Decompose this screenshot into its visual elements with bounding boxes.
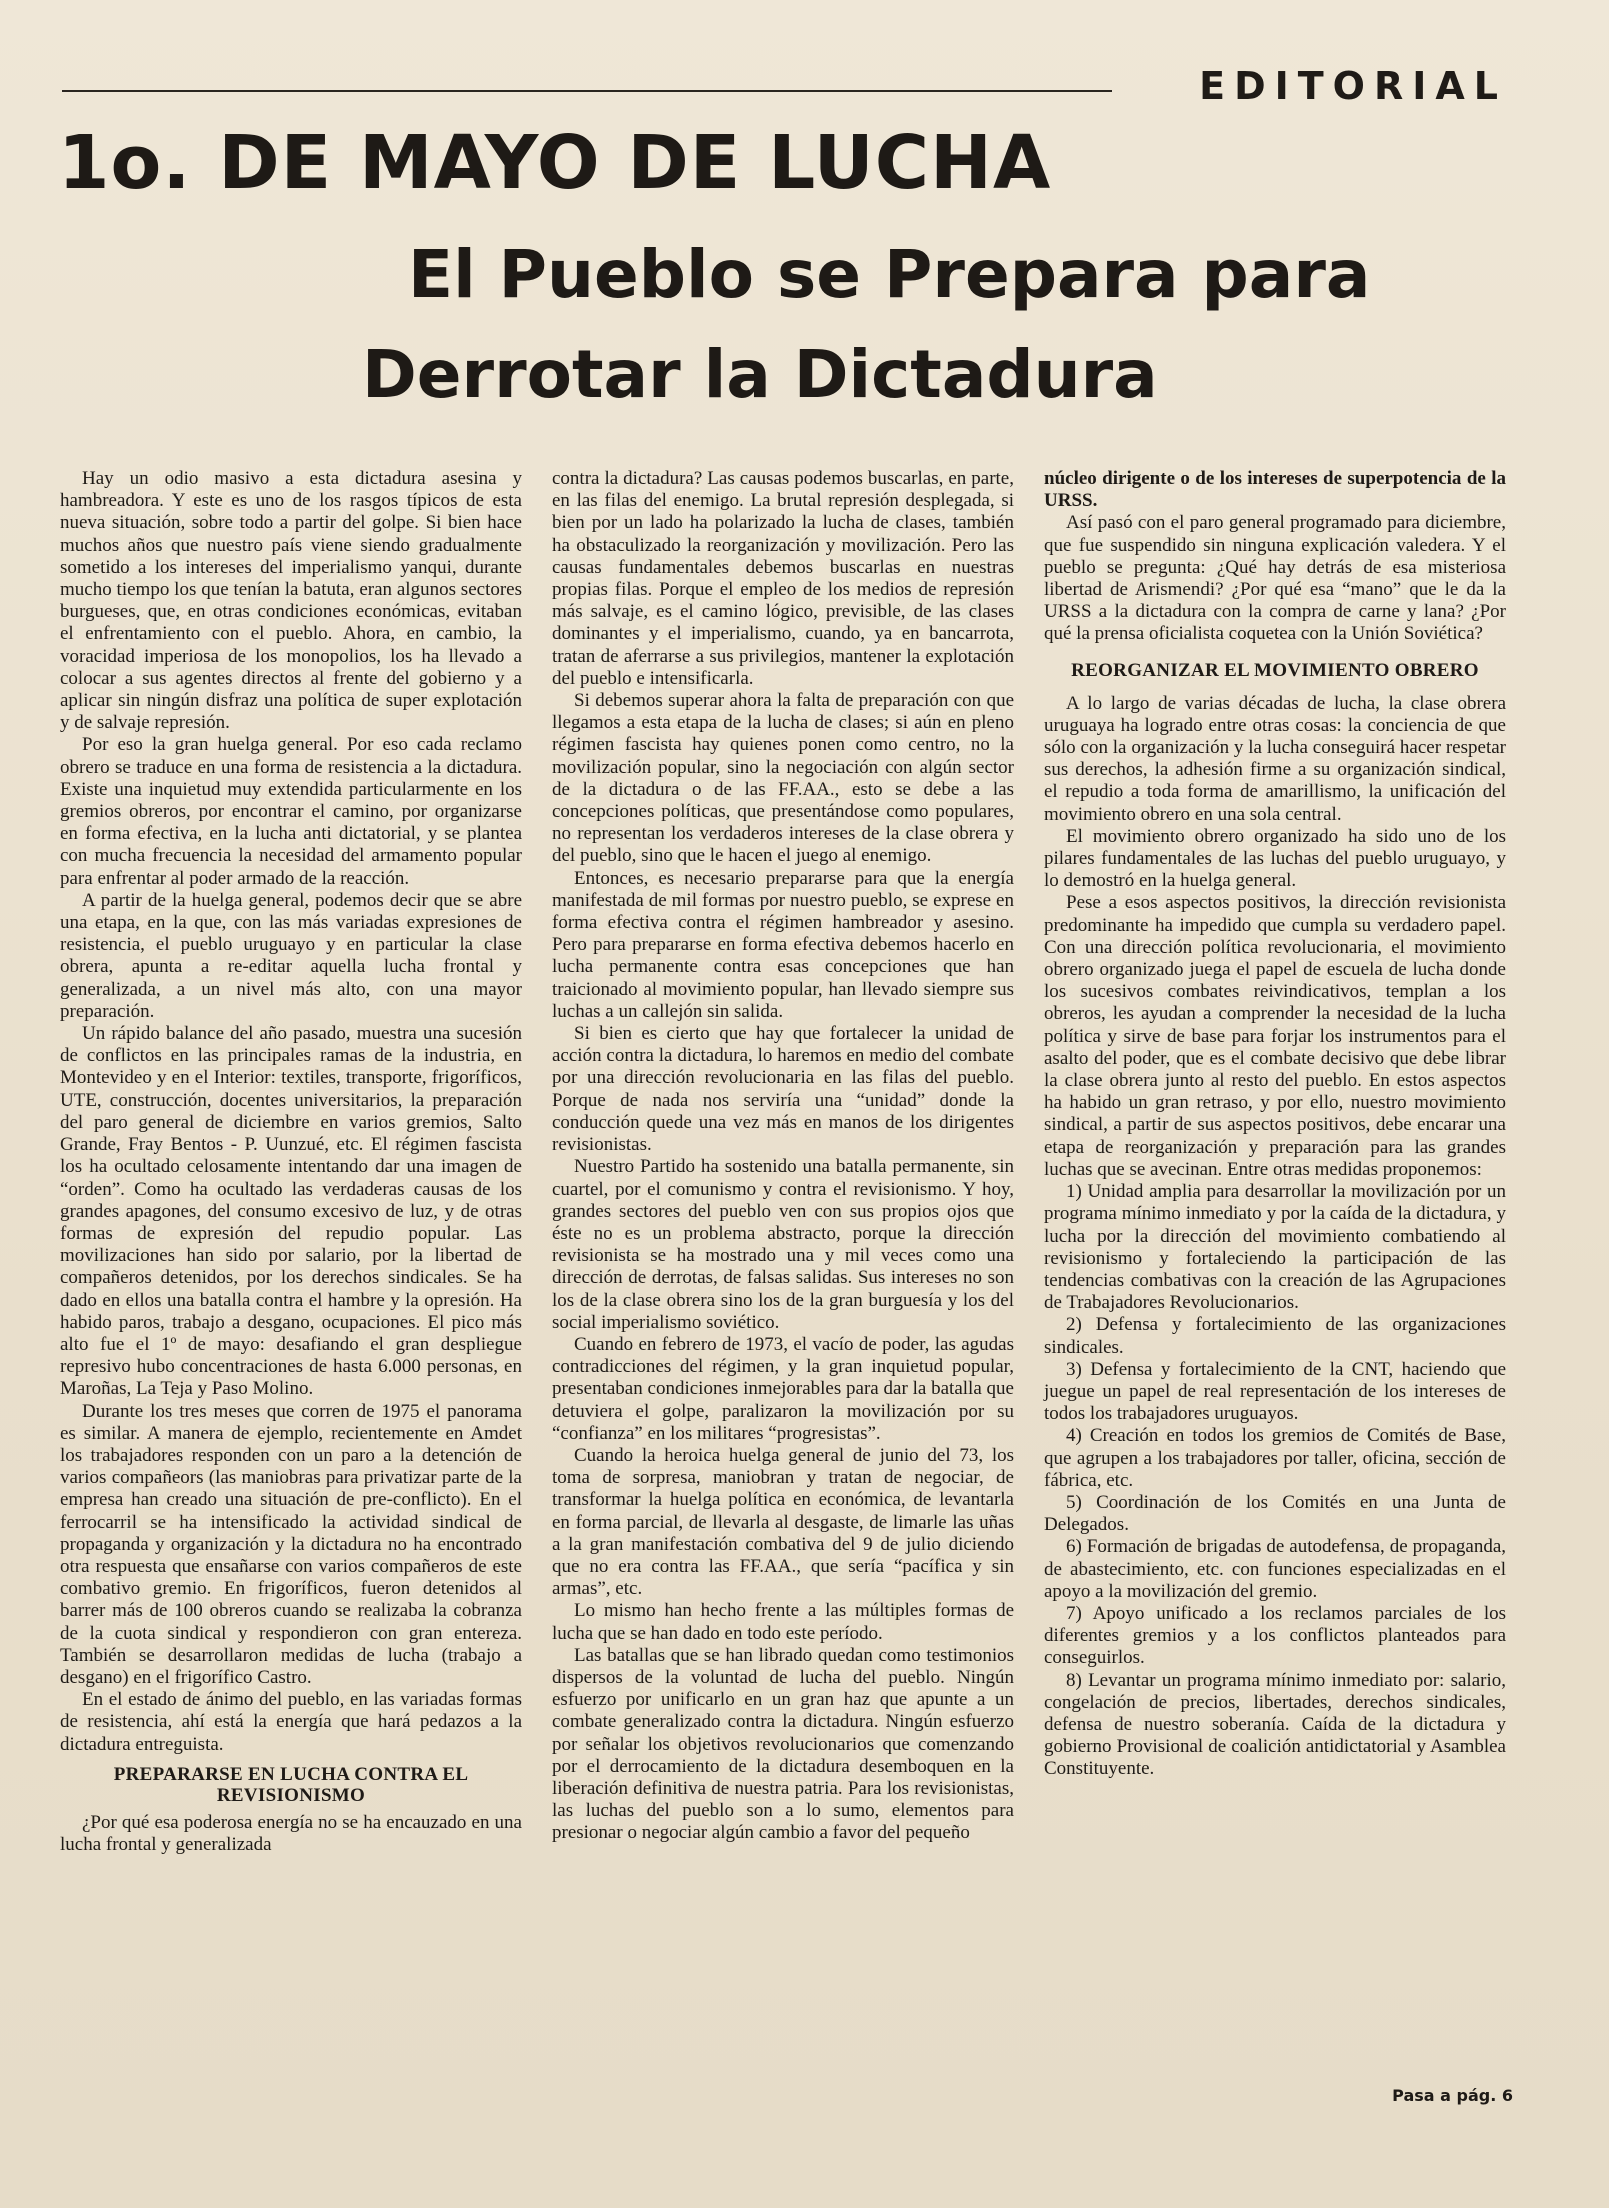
- paragraph: Pese a esos aspectos positivos, la dirección revisionista predominante ha impedido que cumpla su verdadero papel. Con una dirección política revolucionaria, el movimiento obrero organizado juega el papel de escuela de lucha donde los sucesivos combates reivindicativos, templan a los obreros, les ayudan a comprender la necesidad de la lucha política y sirve de base para forjar los instrumentos para el asalto del poder, que es el combate decisivo que debe librar la clase obrera junto al resto del pueblo. En estos aspectos ha habido un gran retraso, y por ello, nuestro movimiento sindical, a partir de sus aspectos positivos, debe encarar una etapa de reorganización y preparación para las grandes luchas que se avecinan. Entre otras medidas proponemos:: [1044, 892, 1506, 1180]
- section-heading: REORGANIZAR EL MOVIMIENTO OBRERO: [1071, 659, 1479, 681]
- paragraph: Nuestro Partido ha sostenido una batalla permanente, sin cuartel, por el comunismo y contra el revisionismo. Y hoy, grandes sectores del pueblo ven con sus propios ojos que éste no es un problema abstracto, porque la dirección revisionista se ha mostrado una y mil veces como una dirección de derrotas, de falsas salidas. Sus intereses no son los de la clase obrera sino los de la gran burguesía y los del social imperialismo soviético.: [552, 1156, 1014, 1333]
- paragraph: Si bien es cierto que hay que fortalecer la unidad de acción contra la dictadura, lo haremos en medio del combate por una dirección revolucionaria en las filas del pueblo. Porque de nada nos serviría una “unidad” donde la conducción quede una vez más en manos de los dirigentes revisionistas.: [552, 1023, 1014, 1156]
- list-item: 2) Defensa y fortalecimiento de las organizaciones sindicales.: [1044, 1314, 1506, 1358]
- paragraph: A lo largo de varias décadas de lucha, la clase obrera uruguaya ha logrado entre otras cosas: la conciencia de que sólo con la organización y la lucha conseguirá hacer respetar sus derechos, la adhesión firme a su organización sindical, el repudio a toda forma de amarillismo, la unificación del movimiento obrero en una sola central.: [1044, 692, 1506, 825]
- list-item: 4) Creación en todos los gremios de Comités de Base, que agrupen a los trabajadores por taller, oficina, sección de fábrica, etc.: [1044, 1425, 1506, 1491]
- paragraph: Un rápido balance del año pasado, muestra una sucesión de conflictos en las principales ramas de la industria, en Montevideo y en el Interior: textiles, transporte, frigoríficos, UTE, construcción, docentes universitarios, la preparación del paro general de diciembre en varios gremios, Salto Grande, Fray Bentos - P. Uunzué, etc. El régimen fascista los ha ocultado celosamente intentando dar una imagen de “orden”. Como ha ocultado las verdaderas causas de los grandes apagones, del consumo excesivo de luz, y de otras formas de expresión del repudio popular. Las movilizaciones han sido por salario, por la libertad de compañeros detenidos, por los derechos sindicales. Se ha dado en ellos una batalla contra el hambre y la opresión. Ha habido paros, trabajo a desgano, ocupaciones. El pico más alto fue el 1º de mayo: desafiando el gran despliegue represivo hubo concentraciones de hasta 6.000 personas, en Maroñas, La Teja y Paso Molino.: [60, 1023, 522, 1400]
- paragraph: Durante los tres meses que corren de 1975 el panorama es similar. A manera de ejemplo, recientemente en Amdet los trabajadores responden con un paro a la detención de varios compañeors (las maniobras para privatizar parte de la empresa han creado una situación de pre-conflicto). En el ferrocarril se ha intensificado la actividad sindical de propaganda y organización y la dictadura no ha encontrado otra respuesta que ensañarse con varios compañeros de este combativo gremio. En frigoríficos, fueron detenidos al barrer más de 100 obreros cuando se realizaba la cobranza de la cuota sindical y respondieron con gran entereza. También se desarrollaron medidas de lucha (trabajo a desgano) en el frigorífico Castro.: [60, 1400, 522, 1688]
- paragraph: Así pasó con el paro general programado para diciembre, que fue suspendido sin ninguna explicación valedera. Y el pueblo se pregunta: ¿Qué hay detrás de esa misteriosa libertad de Arismendi? ¿Por qué esa “mano” que le da la URSS a la dictadura con la compra de carne y lana? ¿Por qué la prensa oficialista coquetea con la Unión Soviética?: [1044, 512, 1506, 645]
- continued-note: Pasa a pág. 6: [1392, 2086, 1513, 2105]
- paragraph: contra la dictadura? Las causas podemos buscarlas, en parte, en las filas del enemigo. La brutal represión desplegada, si bien por un lado ha polarizado la lucha de clases, también ha obstaculizado la reorganización y movilización. Pero las causas fundamentales debemos buscarlas en nuestras propias filas. Porque el empleo de los medios de represión más salvaje, es el camino lógico, previsible, de las clases dominantes y el imperialismo, cuando, ya en bancarrota, tratan de aferrarse a sus privilegios, mantener la explotación del pueblo e intensificarla.: [552, 468, 1014, 689]
- list-item: 8) Levantar un programa mínimo inmediato por: salario, congelación de precios, libertades, derechos sindicales, defensa de nuestro soberanía. Caída de la dictadura y gobierno Provisional de coalición antidictatorial y Asamblea Constituyente.: [1044, 1669, 1506, 1780]
- paragraph: núcleo dirigente o de los intereses de superpotencia de la URSS.: [1044, 468, 1506, 512]
- list-item: 7) Apoyo unificado a los reclamos parciales de los diferentes gremios y a los conflictos planteados para conseguirlos.: [1044, 1602, 1506, 1669]
- paragraph: Entonces, es necesario prepararse para que la energía manifestada de mil formas por nuestro pueblo, se exprese en forma efectiva contra el régimen hambreador y asesino. Pero para prepararse en forma efectiva debemos hacerlo en lucha permanente contra esas concepciones que han traicionado al movimiento popular, han llevado siempre sus luchas a un callejón sin salida.: [552, 867, 1014, 1022]
- section-label: EDITORIAL: [1199, 64, 1507, 108]
- paragraph: Cuando la heroica huelga general de junio del 73, los toma de sorpresa, maniobran y tratan de negociar, de transformar la huelga política en económica, de levantarla en forma parcial, de llevarla al desgaste, de limarle las uñas a la gran manifestación combativa del 9 de julio diciendo que no era contra las FF.AA., que sería “pacífica y sin armas”, etc.: [552, 1444, 1014, 1600]
- paragraph: ¿Por qué esa poderosa energía no se ha encauzado en una lucha frontal y generalizada: [60, 1811, 522, 1855]
- paragraph: Lo mismo han hecho frente a las múltiples formas de lucha que se han dado en todo este período.: [552, 1600, 1014, 1644]
- section-heading: PREPARARSE EN LUCHA CONTRA EL REVISIONISMO: [113, 1763, 469, 1806]
- paragraph: Cuando en febrero de 1973, el vacío de poder, las agudas contradicciones del régimen, y la gran inquietud popular, presentaban condiciones inmejorables para dar la batalla que detuviera el golpe, paralizaron la movilización por su “confianza” en los militares “progresistas”.: [552, 1333, 1014, 1444]
- proposal-list: [1044, 1181, 1506, 1780]
- paragraph: A partir de la huelga general, podemos decir que se abre una etapa, en la que, con las más variadas expresiones de resistencia, el pueblo uruguayo y en particular la clase obrera, apunta a re-editar aquella lucha frontal y generalizada, a un nivel más alto, con una mayor preparación.: [60, 889, 522, 1022]
- paragraph: Por eso la gran huelga general. Por eso cada reclamo obrero se traduce en una forma de resistencia a la dictadura. Existe una inquietud muy extendida particularmente en los gremios obreros, por encontrar el camino, por organizarse en forma efectiva, en la lucha anti dictatorial, y se plantea con mucha frecuencia la necesidad del armamento popular para enfrentar al poder armado de la reacción.: [60, 734, 522, 889]
- headline: 1o. DE MAYO DE LUCHA: [58, 120, 1052, 206]
- list-item: 3) Defensa y fortalecimiento de la CNT, haciendo que juegue un papel de real representación de los intereses de todos los trabajadores uruguayos.: [1044, 1358, 1506, 1425]
- header-rule: [62, 90, 1112, 92]
- column-3: [1044, 468, 1506, 1781]
- paragraph: Si debemos superar ahora la falta de preparación con que llegamos a esta etapa de la lucha de clases; si aún en pleno régimen fascista hay quienes ponen como centro, no la movilización popular, sino la negociación con algún sector de la dictadura o de las FF.AA., esto se debe a las concepciones políticas, que presentándose como populares, no representan los verdaderos intereses de la clase obrera y del pueblo, sino que le hacen el juego al enemigo.: [552, 690, 1014, 867]
- subhead-line-1: El Pueblo se Prepara para: [408, 236, 1371, 313]
- column-2: [552, 468, 1014, 1845]
- list-item: 1) Unidad amplia para desarrollar la movilización por un programa mínimo inmediato y por la caída de la dictadura, y lucha por la dirección del movimiento combatiendo al revisionismo y fortaleciendo la participación de las tendencias combativas con la creación de las Agrupaciones de Trabajadores Revolucionarios.: [1044, 1181, 1506, 1314]
- paragraph: Las batallas que se han librado quedan como testimonios dispersos de la voluntad de lucha del pueblo. Ningún esfuerzo por unificarlo en un gran haz que apunte a un combate generalizado contra la dictadura. Ningún esfuerzo por señalar los objetivos revolucionarios que comenzando por el derrocamiento de la dictadura desemboquen en la liberación definitiva de nuestra patria. Para los revisionistas, las luchas del pueblo son a lo sumo, elementos para presionar o negociar algún cambio a favor del pequeño: [552, 1644, 1014, 1844]
- column-1: [60, 468, 522, 1856]
- subhead-line-2: Derrotar la Dictadura: [362, 336, 1158, 413]
- list-item: 5) Coordinación de los Comités en una Junta de Delegados.: [1044, 1491, 1506, 1536]
- paragraph: Hay un odio masivo a esta dictadura asesina y hambreadora. Y este es uno de los rasgos típicos de esta nueva situación, sobre todo a partir del golpe. Si bien hace muchos años que nuestro país viene siendo gradualmente sometido a los intereses del imperialismo yanqui, durante mucho tiempo los que tenían la batuta, eran algunos sectores burgueses, que, en otras condiciones económicas, evitaban el enfrentamiento con el pueblo. Ahora, en cambio, la voracidad imperiosa de los monopolios, los ha llevado a colocar a sus agentes directos al frente del gobierno y a aplicar sin ningún disfraz una política de super explotación y de salvaje represión.: [60, 468, 522, 734]
- paragraph: En el estado de ánimo del pueblo, en las variadas formas de resistencia, ahí está la energía que hará pedazos a la dictadura entreguista.: [60, 1689, 522, 1755]
- list-item: 6) Formación de brigadas de autodefensa, de propaganda, de abastecimiento, etc. con funciones especializadas en el apoyo a la movilización del gremio.: [1044, 1536, 1506, 1602]
- paragraph: El movimiento obrero organizado ha sido uno de los pilares fundamentales de las luchas del pueblo uruguayo, y lo demostró en la huelga general.: [1044, 825, 1506, 892]
